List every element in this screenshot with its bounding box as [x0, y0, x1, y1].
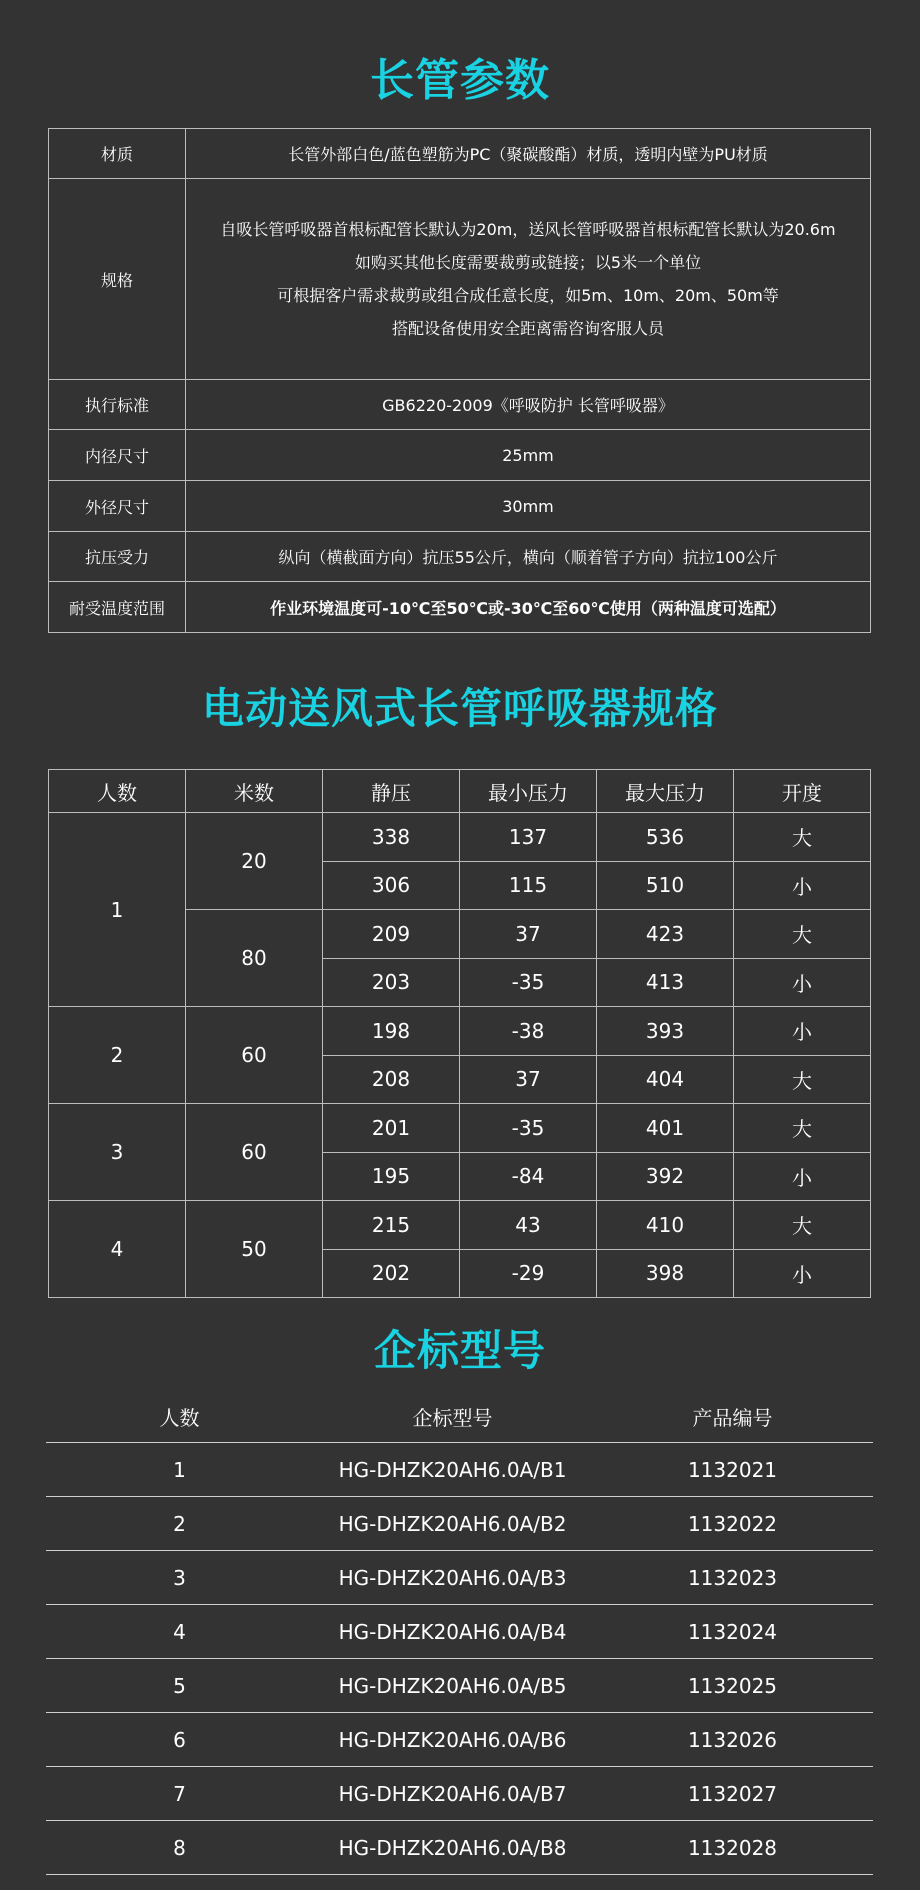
- param-value: 25mm: [186, 430, 871, 481]
- section-title-powered-spec: 电动送风式长管呼吸器规格: [201, 684, 718, 733]
- product-code-cell: 1132027: [592, 1767, 873, 1821]
- meters-cell: 20: [186, 813, 323, 910]
- opening-cell: 大: [734, 910, 871, 959]
- static-pressure-cell: 203: [323, 958, 460, 1007]
- table-row: [49, 380, 871, 430]
- opening-cell: 小: [734, 1249, 871, 1298]
- product-code-cell: 1132023: [592, 1551, 873, 1605]
- min-pressure-cell: 37: [460, 1055, 597, 1104]
- people-cell: 7: [46, 1767, 313, 1821]
- max-pressure-cell: 404: [597, 1055, 734, 1104]
- opening-cell: 小: [734, 861, 871, 910]
- param-value: 长管外部白色/蓝色塑筋为PC（聚碳酸酯）材质，透明内壁为PU材质: [186, 129, 871, 179]
- static-pressure-cell: 208: [323, 1055, 460, 1104]
- max-pressure-cell: 393: [597, 1007, 734, 1056]
- col-header: 最大压力: [597, 770, 734, 813]
- min-pressure-cell: -35: [460, 1104, 597, 1153]
- table-row: [46, 1659, 873, 1713]
- product-code-cell: 1132024: [592, 1605, 873, 1659]
- param-label: 执行标准: [49, 380, 186, 430]
- people-cell: 6: [46, 1713, 313, 1767]
- people-cell: 2: [49, 1007, 186, 1104]
- table-row: [46, 1551, 873, 1605]
- static-pressure-cell: 201: [323, 1104, 460, 1153]
- min-pressure-cell: 43: [460, 1201, 597, 1250]
- opening-cell: 小: [734, 1007, 871, 1056]
- col-header: 开度: [734, 770, 871, 813]
- table-row: [49, 813, 871, 862]
- static-pressure-cell: 202: [323, 1249, 460, 1298]
- section-title-hose-params: 长管参数: [370, 55, 550, 106]
- col-header: 人数: [49, 770, 186, 813]
- max-pressure-cell: 510: [597, 861, 734, 910]
- table-row: [46, 1713, 873, 1767]
- opening-cell: 大: [734, 1104, 871, 1153]
- meters-cell: 60: [186, 1104, 323, 1201]
- product-code-cell: 1132026: [592, 1713, 873, 1767]
- table-row: [49, 532, 871, 582]
- product-code-cell: 1132028: [592, 1821, 873, 1875]
- min-pressure-cell: -38: [460, 1007, 597, 1056]
- model-cell: HG-DHZK20AH6.0A/B4: [313, 1605, 592, 1659]
- static-pressure-cell: 195: [323, 1152, 460, 1201]
- param-label: 材质: [49, 129, 186, 179]
- spec-line: 如购买其他长度需要裁剪或链接；以5米一个单位: [354, 253, 702, 272]
- min-pressure-cell: 137: [460, 813, 597, 862]
- model-cell: HG-DHZK20AH6.0A/B2: [313, 1497, 592, 1551]
- people-cell: 2: [46, 1497, 313, 1551]
- min-pressure-cell: -84: [460, 1152, 597, 1201]
- static-pressure-cell: 215: [323, 1201, 460, 1250]
- spec-line: 可根据客户需求裁剪或组合成任意长度，如5m、10m、20m、50m等: [277, 286, 779, 305]
- hose-params-table: [48, 128, 871, 633]
- table-row: [49, 582, 871, 633]
- people-cell: 3: [49, 1104, 186, 1201]
- people-cell: 4: [49, 1201, 186, 1298]
- table-row: [49, 1104, 871, 1153]
- meters-cell: 80: [186, 910, 323, 1007]
- section-title-model-standard: 企标型号: [373, 1326, 546, 1375]
- opening-cell: 小: [734, 958, 871, 1007]
- min-pressure-cell: -29: [460, 1249, 597, 1298]
- spec-line: 搭配设备使用安全距离需咨询客服人员: [391, 319, 664, 338]
- static-pressure-cell: 209: [323, 910, 460, 959]
- product-code-cell: 1132025: [592, 1659, 873, 1713]
- table-row: [49, 129, 871, 179]
- people-cell: 5: [46, 1659, 313, 1713]
- powered-spec-table: [48, 769, 871, 1298]
- product-code-cell: 1132021: [592, 1443, 873, 1497]
- max-pressure-cell: 401: [597, 1104, 734, 1153]
- table-header-row: [46, 1390, 873, 1443]
- people-cell: 1: [49, 813, 186, 1007]
- product-code-cell: 1132022: [592, 1497, 873, 1551]
- table-row: [46, 1605, 873, 1659]
- col-header: 米数: [186, 770, 323, 813]
- max-pressure-cell: 536: [597, 813, 734, 862]
- table-row: [49, 1007, 871, 1056]
- param-label: 内径尺寸: [49, 430, 186, 481]
- param-label: 外径尺寸: [49, 481, 186, 532]
- param-value-spec: [186, 179, 871, 380]
- max-pressure-cell: 398: [597, 1249, 734, 1298]
- table-row: [49, 481, 871, 532]
- param-label: 抗压受力: [49, 532, 186, 582]
- people-cell: 1: [46, 1443, 313, 1497]
- static-pressure-cell: 198: [323, 1007, 460, 1056]
- meters-cell: 60: [186, 1007, 323, 1104]
- opening-cell: 大: [734, 813, 871, 862]
- model-cell: HG-DHZK20AH6.0A/B6: [313, 1713, 592, 1767]
- col-header: 静压: [323, 770, 460, 813]
- param-label: 耐受温度范围: [49, 582, 186, 633]
- spec-line: 自吸长管呼吸器首根标配管长默认为20m，送风长管呼吸器首根标配管长默认为20.6m: [220, 220, 836, 239]
- people-cell: 3: [46, 1551, 313, 1605]
- table-row: [46, 1821, 873, 1875]
- max-pressure-cell: 410: [597, 1201, 734, 1250]
- static-pressure-cell: 338: [323, 813, 460, 862]
- param-value: 30mm: [186, 481, 871, 532]
- model-cell: HG-DHZK20AH6.0A/B1: [313, 1443, 592, 1497]
- model-table: [46, 1390, 873, 1875]
- model-cell: HG-DHZK20AH6.0A/B3: [313, 1551, 592, 1605]
- table-row: [49, 179, 871, 380]
- max-pressure-cell: 392: [597, 1152, 734, 1201]
- param-label: 规格: [49, 179, 186, 380]
- col-header: 企标型号: [313, 1390, 592, 1443]
- col-header: 产品编号: [592, 1390, 873, 1443]
- opening-cell: 小: [734, 1152, 871, 1201]
- people-cell: 4: [46, 1605, 313, 1659]
- opening-cell: 大: [734, 1055, 871, 1104]
- table-row: [46, 1443, 873, 1497]
- max-pressure-cell: 413: [597, 958, 734, 1007]
- model-cell: HG-DHZK20AH6.0A/B5: [313, 1659, 592, 1713]
- col-header: 人数: [46, 1390, 313, 1443]
- model-cell: HG-DHZK20AH6.0A/B8: [313, 1821, 592, 1875]
- min-pressure-cell: -35: [460, 958, 597, 1007]
- table-row: [46, 1767, 873, 1821]
- param-value: GB6220-2009《呼吸防护 长管呼吸器》: [186, 380, 871, 430]
- min-pressure-cell: 115: [460, 861, 597, 910]
- min-pressure-cell: 37: [460, 910, 597, 959]
- model-cell: HG-DHZK20AH6.0A/B7: [313, 1767, 592, 1821]
- opening-cell: 大: [734, 1201, 871, 1250]
- people-cell: 8: [46, 1821, 313, 1875]
- col-header: 最小压力: [460, 770, 597, 813]
- max-pressure-cell: 423: [597, 910, 734, 959]
- meters-cell: 50: [186, 1201, 323, 1298]
- static-pressure-cell: 306: [323, 861, 460, 910]
- table-header-row: [49, 770, 871, 813]
- table-row: [49, 430, 871, 481]
- table-row: [49, 1201, 871, 1250]
- param-value: 纵向（横截面方向）抗压55公斤，横向（顺着管子方向）抗拉100公斤: [186, 532, 871, 582]
- table-row: [46, 1497, 873, 1551]
- param-value: 作业环境温度可-10℃至50℃或-30℃至60℃使用（两种温度可选配）: [186, 582, 871, 633]
